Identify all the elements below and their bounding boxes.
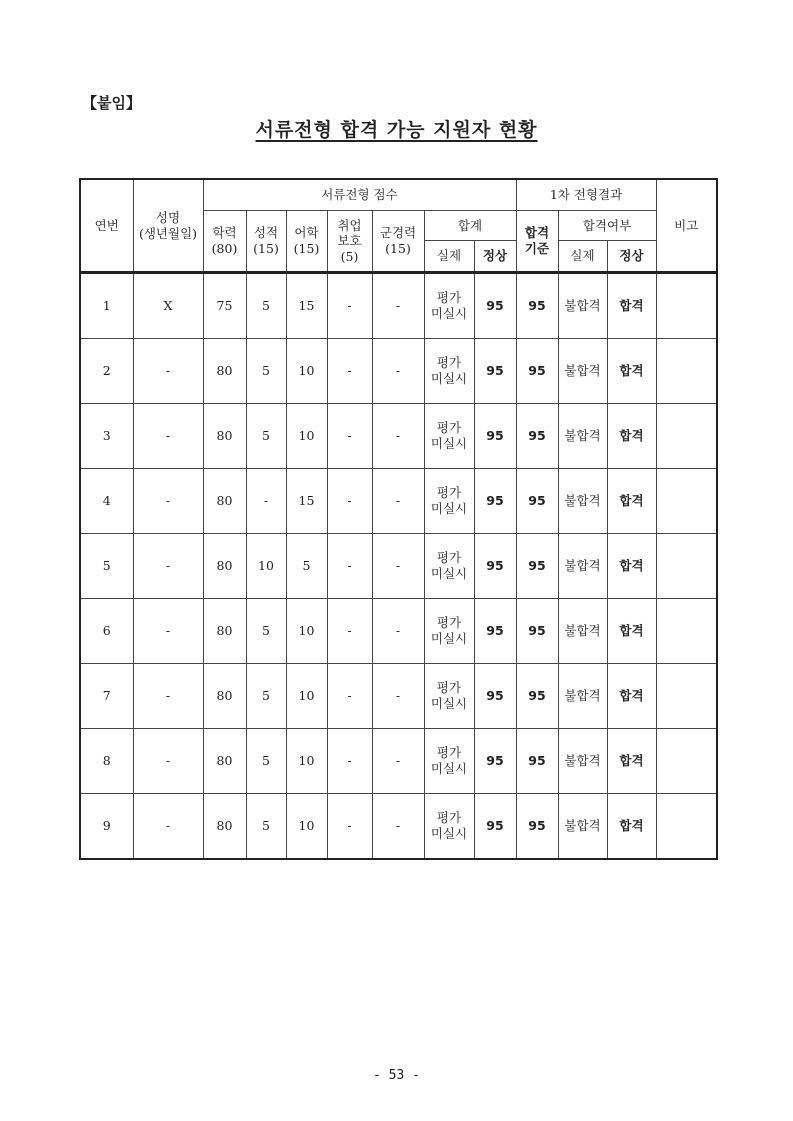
- header-emp-line3: (5): [340, 248, 359, 264]
- cell-total-actual-line1: 평가: [436, 745, 462, 761]
- header-name: [133, 179, 203, 273]
- cell-lang: 10: [286, 599, 327, 664]
- table-row: [80, 664, 717, 729]
- cell-grade: 5: [246, 729, 286, 794]
- header-total: 합계: [424, 211, 516, 241]
- cell-status-normal: 합격: [607, 599, 656, 664]
- cell-mil: -: [372, 794, 424, 860]
- cell-total-actual-line1: 평가: [436, 355, 462, 371]
- cell-total-normal: 95: [474, 339, 516, 404]
- table-row: [80, 534, 717, 599]
- header-grade-line1: 성적: [253, 225, 279, 241]
- cell-remark: [656, 404, 717, 469]
- table-row: [80, 599, 717, 664]
- cell-emp: -: [327, 469, 372, 534]
- cell-emp: -: [327, 404, 372, 469]
- cell-emp: -: [327, 664, 372, 729]
- cell-edu: 80: [203, 404, 246, 469]
- table-row: [80, 273, 717, 339]
- cell-emp: -: [327, 534, 372, 599]
- cell-total-actual: [424, 339, 474, 404]
- cell-emp: -: [327, 599, 372, 664]
- cell-status-normal: 합격: [607, 273, 656, 339]
- cell-remark: [656, 534, 717, 599]
- header-edu-line2: (80): [211, 241, 238, 256]
- cell-total-actual-line2: 미실시: [430, 436, 468, 451]
- cell-mil: -: [372, 404, 424, 469]
- header-grade: [246, 211, 286, 273]
- cell-edu: 80: [203, 599, 246, 664]
- cell-status-normal: 합격: [607, 339, 656, 404]
- cell-grade: 5: [246, 404, 286, 469]
- cell-pass-standard: 95: [516, 273, 558, 339]
- cell-status-actual: 불합격: [558, 729, 607, 794]
- cell-emp: -: [327, 273, 372, 339]
- cell-total-actual-line2: 미실시: [430, 501, 468, 516]
- cell-edu: 80: [203, 729, 246, 794]
- cell-no: 4: [80, 469, 133, 534]
- cell-name: -: [133, 469, 203, 534]
- header-pass-status: 합격여부: [558, 211, 656, 241]
- header-emp-line1: 취업: [337, 217, 362, 233]
- document-title: [0, 115, 793, 142]
- cell-total-actual: [424, 664, 474, 729]
- cell-edu: 80: [203, 339, 246, 404]
- cell-emp: -: [327, 339, 372, 404]
- cell-total-normal: 95: [474, 729, 516, 794]
- cell-status-actual: 불합격: [558, 664, 607, 729]
- cell-remark: [656, 729, 717, 794]
- cell-remark: [656, 469, 717, 534]
- cell-edu: 80: [203, 664, 246, 729]
- cell-status-normal: 합격: [607, 729, 656, 794]
- header-mil-line1: 군경력: [379, 225, 417, 241]
- cell-name: -: [133, 534, 203, 599]
- cell-status-actual: 불합격: [558, 469, 607, 534]
- cell-total-actual-line2: 미실시: [430, 761, 468, 776]
- header-pass-standard-line1: 합격: [524, 225, 550, 241]
- cell-pass-standard: 95: [516, 534, 558, 599]
- cell-grade: 5: [246, 794, 286, 860]
- cell-total-actual-line2: 미실시: [430, 826, 468, 841]
- cell-total-actual-line1: 평가: [436, 680, 462, 696]
- cell-total-normal: 95: [474, 794, 516, 860]
- cell-status-actual: 불합격: [558, 599, 607, 664]
- cell-name: -: [133, 729, 203, 794]
- applicant-table: [79, 178, 718, 860]
- cell-no: 1: [80, 273, 133, 339]
- header-pass-standard-line2: 기준: [524, 241, 550, 256]
- cell-pass-standard: 95: [516, 339, 558, 404]
- cell-total-actual-line2: 미실시: [430, 696, 468, 711]
- cell-emp: -: [327, 794, 372, 860]
- cell-status-normal: 합격: [607, 664, 656, 729]
- cell-total-actual-line1: 평가: [436, 485, 462, 501]
- header-name-line2: (생년월일): [138, 225, 198, 241]
- header-lang-line2: (15): [293, 241, 320, 256]
- cell-pass-standard: 95: [516, 729, 558, 794]
- cell-mil: -: [372, 273, 424, 339]
- cell-grade: -: [246, 469, 286, 534]
- cell-lang: 10: [286, 339, 327, 404]
- cell-mil: -: [372, 599, 424, 664]
- cell-status-normal: 합격: [607, 469, 656, 534]
- header-lang: [286, 211, 327, 273]
- cell-total-actual: [424, 404, 474, 469]
- cell-status-normal: 합격: [607, 534, 656, 599]
- cell-remark: [656, 599, 717, 664]
- cell-pass-standard: 95: [516, 664, 558, 729]
- cell-lang: 10: [286, 404, 327, 469]
- cell-total-actual: [424, 469, 474, 534]
- cell-grade: 5: [246, 599, 286, 664]
- cell-total-actual-line2: 미실시: [430, 631, 468, 646]
- cell-total-actual-line1: 평가: [436, 290, 462, 306]
- cell-total-normal: 95: [474, 534, 516, 599]
- cell-edu: 80: [203, 794, 246, 860]
- header-grade-line2: (15): [253, 241, 279, 256]
- table-row: [80, 404, 717, 469]
- header-name-line1: 성명: [155, 209, 181, 225]
- cell-pass-standard: 95: [516, 599, 558, 664]
- cell-lang: 10: [286, 729, 327, 794]
- cell-pass-standard: 95: [516, 404, 558, 469]
- cell-mil: -: [372, 534, 424, 599]
- cell-status-actual: 불합격: [558, 404, 607, 469]
- cell-mil: -: [372, 339, 424, 404]
- header-mil: [372, 211, 424, 273]
- table-row: [80, 339, 717, 404]
- cell-total-actual: [424, 273, 474, 339]
- cell-remark: [656, 273, 717, 339]
- header-status-normal: 정상: [607, 241, 656, 273]
- header-lang-line1: 어학: [294, 225, 319, 241]
- cell-no: 9: [80, 794, 133, 860]
- cell-lang: 5: [286, 534, 327, 599]
- cell-emp: -: [327, 729, 372, 794]
- cell-edu: 80: [203, 534, 246, 599]
- header-pass-standard: [516, 211, 558, 273]
- header-no: 연번: [80, 179, 133, 273]
- table-row: [80, 729, 717, 794]
- cell-lang: 15: [286, 469, 327, 534]
- table-row: [80, 469, 717, 534]
- cell-name: -: [133, 664, 203, 729]
- cell-total-normal: 95: [474, 469, 516, 534]
- cell-remark: [656, 664, 717, 729]
- cell-name: -: [133, 339, 203, 404]
- cell-status-normal: 합격: [607, 794, 656, 860]
- page-number: - 53 -: [373, 1068, 420, 1083]
- header-edu-line1: 학력: [212, 225, 237, 241]
- cell-name: -: [133, 794, 203, 860]
- cell-status-actual: 불합격: [558, 794, 607, 860]
- cell-total-actual-line1: 평가: [436, 615, 462, 631]
- cell-lang: 10: [286, 664, 327, 729]
- cell-remark: [656, 794, 717, 860]
- cell-total-actual-line1: 평가: [436, 420, 462, 436]
- cell-no: 3: [80, 404, 133, 469]
- cell-total-actual-line2: 미실시: [430, 306, 468, 321]
- header-edu: [203, 211, 246, 273]
- cell-no: 7: [80, 664, 133, 729]
- cell-name: -: [133, 404, 203, 469]
- cell-status-normal: 합격: [607, 404, 656, 469]
- cell-grade: 5: [246, 339, 286, 404]
- cell-total-actual: [424, 729, 474, 794]
- cell-pass-standard: 95: [516, 469, 558, 534]
- cell-edu: 75: [203, 273, 246, 339]
- cell-edu: 80: [203, 469, 246, 534]
- header-total-actual: 실제: [424, 241, 474, 273]
- cell-total-actual-line1: 평가: [436, 810, 462, 826]
- header-total-normal: 정상: [474, 241, 516, 273]
- cell-grade: 5: [246, 273, 286, 339]
- cell-no: 6: [80, 599, 133, 664]
- cell-total-normal: 95: [474, 599, 516, 664]
- cell-total-actual: [424, 599, 474, 664]
- cell-no: 2: [80, 339, 133, 404]
- cell-remark: [656, 339, 717, 404]
- cell-mil: -: [372, 729, 424, 794]
- header-emp: [327, 211, 372, 273]
- cell-no: 5: [80, 534, 133, 599]
- cell-mil: -: [372, 664, 424, 729]
- header-emp-line2: 보호: [337, 233, 362, 249]
- table-row: [80, 794, 717, 860]
- cell-total-actual-line2: 미실시: [430, 566, 468, 581]
- cell-status-actual: 불합격: [558, 534, 607, 599]
- header-first-result: 1차 전형결과: [516, 179, 656, 211]
- cell-total-actual: [424, 794, 474, 860]
- header-doc-score: 서류전형 점수: [203, 179, 516, 211]
- cell-total-actual: [424, 534, 474, 599]
- cell-lang: 15: [286, 273, 327, 339]
- cell-total-actual-line2: 미실시: [430, 371, 468, 386]
- document-title-text: 서류전형 합격 가능 지원자 현황: [255, 119, 538, 141]
- cell-total-actual-line1: 평가: [436, 550, 462, 566]
- header-remarks: 비고: [656, 179, 717, 273]
- cell-grade: 5: [246, 664, 286, 729]
- cell-pass-standard: 95: [516, 794, 558, 860]
- cell-no: 8: [80, 729, 133, 794]
- attachment-label: 【붙임】: [82, 94, 141, 112]
- cell-total-normal: 95: [474, 664, 516, 729]
- cell-name: -: [133, 599, 203, 664]
- cell-name: X: [133, 273, 203, 339]
- header-mil-line2: (15): [385, 241, 411, 256]
- cell-mil: -: [372, 469, 424, 534]
- cell-total-normal: 95: [474, 404, 516, 469]
- cell-status-actual: 불합격: [558, 339, 607, 404]
- cell-grade: 10: [246, 534, 286, 599]
- cell-total-normal: 95: [474, 273, 516, 339]
- cell-lang: 10: [286, 794, 327, 860]
- header-status-actual: 실제: [558, 241, 607, 273]
- cell-status-actual: 불합격: [558, 273, 607, 339]
